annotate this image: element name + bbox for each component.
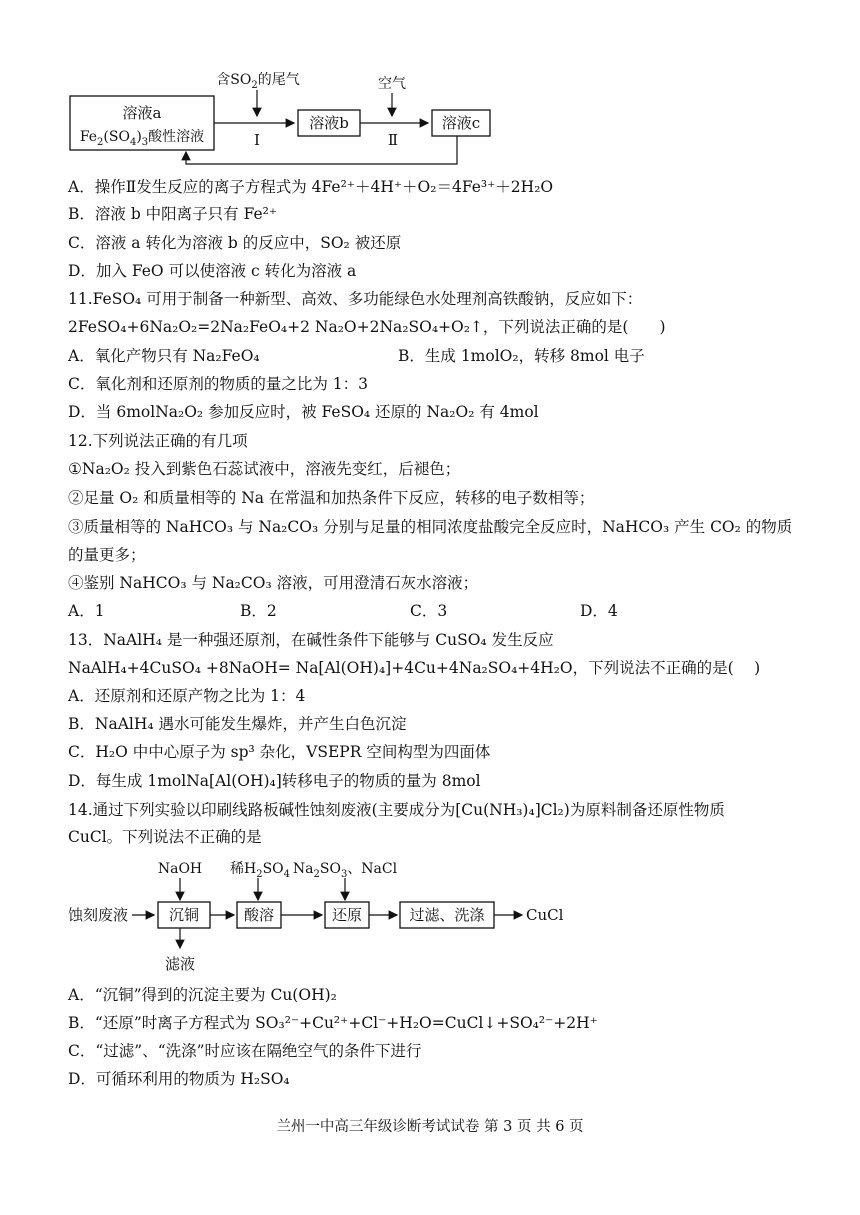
q12-option-a: A．1 [68, 602, 105, 620]
q13-option-c: C．H₂O 中中心原子为 sp³ 杂化，VSEPR 空间构型为四面体 [68, 743, 491, 761]
q11-option-a: A．氧化产物只有 Na₂FeO₄ [68, 347, 260, 365]
box-solution-a-line2: $Fe_2(SO_4)_3$酸性溶液 [79, 129, 205, 148]
q12-statement-4: ④鉴别 NaHCO₃ 与 Na₂CO₃ 溶液，可用澄清石灰水溶液； [68, 574, 479, 592]
q14-stem-2: CuCl。下列说法不正确的是 [68, 828, 262, 846]
q10-option-d: D．加入 FeO 可以使溶液 c 转化为溶液 a [68, 262, 357, 280]
q14-option-d: D．可循环利用的物质为 H₂SO₄ [68, 1070, 290, 1088]
filtrate-label: 滤液 [164, 955, 196, 973]
product-cucl: CuCl [526, 906, 564, 924]
q13-option-b: B．NaAlH₄ 遇水可能发生爆炸，并产生白色沉淀 [68, 715, 407, 733]
input-air: 空气 [378, 76, 406, 92]
q12-statement-3b: 的量更多； [68, 546, 146, 564]
q13-option-a: A．还原剂和还原产物之比为 1：4 [68, 687, 306, 705]
q14-stem-1: 14.通过下列实验以印刷线路板碱性蚀刻废液(主要成分为[Cu(NH₃)₄]Cl₂)为原料制备还原性物质 [68, 801, 725, 819]
start-waste-liquid: 蚀刻废液 [68, 906, 129, 924]
q13-option-d: D．每生成 1molNa[Al(OH)₄]转移电子的物质的量为 8mol [68, 772, 481, 790]
box-solution-c-label: 溶液c [441, 114, 481, 132]
q14-option-c: C．“过滤”、“洗涤”时应该在隔绝空气的条件下进行 [68, 1042, 422, 1060]
q12-option-b: B．2 [240, 602, 277, 620]
q11-option-d: D．当 6molNa₂O₂ 参加反应时，被 FeSO₄ 还原的 Na₂O₂ 有 4mol [68, 403, 539, 421]
step-2-label: Ⅱ [387, 131, 399, 149]
q14-option-b: B．“还原”时离子方程式为 SO₃²⁻+Cu²⁺+Cl⁻+H₂O=CuCl↓+SO₄²⁻+2H⁺ [68, 1014, 598, 1032]
process-diagram-1 [60, 68, 500, 178]
q10-option-a: A．操作Ⅱ发生反应的离子方程式为 4Fe²⁺＋4H⁺＋O₂＝4Fe³⁺＋2H₂O [68, 178, 554, 196]
q10-option-b: B．溶液 b 中阳离子只有 Fe²⁺ [68, 205, 278, 223]
process-diagram-2 [60, 852, 580, 978]
q12-stem: 12.下列说法正确的有几项 [68, 432, 248, 450]
step-1-label: Ⅰ [254, 131, 260, 149]
reagent-na2so3-nacl: $Na_2SO_3$、NaCl [292, 861, 398, 880]
page-footer: 兰州一中高三年级诊断考试试卷 第 3 页 共 6 页 [276, 1119, 584, 1135]
q12-option-c: C．3 [410, 602, 448, 620]
q12-statement-1: ①Na₂O₂ 投入到紫色石蕊试液中，溶液先变红，后褪色； [68, 460, 461, 478]
box-solution-b-label: 溶液b [309, 114, 349, 132]
q13-stem-2: NaAlH₄+4CuSO₄ +8NaOH= Na[Al(OH)₄]+4Cu+4Na₂SO₄+4H₂O，下列说法不正确的是( ) [68, 659, 761, 677]
q12-option-d: D．4 [580, 602, 618, 620]
box-acid-dissolve-label: 酸溶 [243, 906, 275, 924]
q14-option-a: A．“沉铜”得到的沉淀主要为 Cu(OH)₂ [68, 986, 337, 1004]
input-so2-tail-gas: 含$SO_2$的尾气 [216, 72, 300, 91]
reagent-naoh: NaOH [157, 861, 203, 877]
box-filter-wash-label: 过滤、洗涤 [409, 906, 485, 924]
return-arrow-c-to-a [186, 136, 457, 164]
q13-stem-1: 13．NaAlH₄ 是一种强还原剂，在碱性条件下能够与 CuSO₄ 发生反应 [68, 631, 554, 649]
q11-stem-1: 11.FeSO₄ 可用于制备一种新型、高效、多功能绿色水处理剂高铁酸钠，反应如下： [68, 290, 643, 308]
q12-statement-2: ②足量 O₂ 和质量相等的 Na 在常温和加热条件下反应，转移的电子数相等； [68, 489, 595, 507]
q11-stem-2: 2FeSO₄+6Na₂O₂=2Na₂FeO₄+2 Na₂O+2Na₂SO₄+O₂↑，下列说法正确的是( ) [68, 318, 666, 336]
q11-option-c: C．氧化剂和还原剂的物质的量之比为 1：3 [68, 375, 369, 393]
q12-statement-3a: ③质量相等的 NaHCO₃ 与 Na₂CO₃ 分别与足量的相同浓度盐酸完全反应时，NaHCO₃ 产生 CO₂ 的物质 [68, 518, 793, 536]
reagent-dilute-h2so4: 稀$H_2SO_4$ [229, 861, 291, 880]
q10-option-c: C．溶液 a 转化为溶液 b 的反应中，SO₂ 被还原 [68, 234, 402, 252]
box-precipitate-copper-label: 沉铜 [168, 906, 200, 924]
box-solution-a-line1: 溶液a [122, 104, 162, 122]
box-reduction-label: 还原 [331, 906, 363, 924]
q11-option-b: B．生成 1molO₂，转移 8mol 电子 [398, 347, 645, 365]
